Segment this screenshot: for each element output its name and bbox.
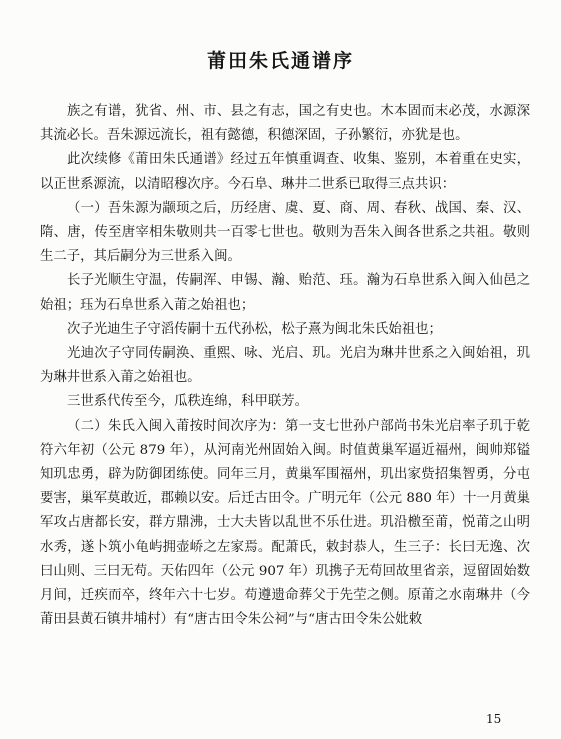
paragraph-eldest-son: 长子光顺生守温，传嗣浑、申锡、瀚、贻范、珏。瀚为石阜世系入闽入仙邑之始祖；珏为石阜世系入莆之始祖也； <box>40 273 530 313</box>
paragraph-revision: 此次续修《莆田朱氏通谱》经过五年慎重调查、收集、鉴别，本着重在史实，以正世系源流，以清昭穆次序。今石阜、琳井二世系已取得三点共识： <box>40 152 530 192</box>
paragraph-consensus-one: （一）吾朱源为颛顼之后，历经唐、虞、夏、商、周、春秋、战国、秦、汉、隋、唐，传至唐宰相朱敬则共一百零七世也。敬则为吾朱入闽各世系之共祖。敬则生二子，其后嗣分为三世系入闽。 <box>40 200 530 265</box>
document-title: 莆田朱氏通谱序 <box>206 50 354 72</box>
paragraph-intro: 族之有谱，犹省、州、市、县之有志，国之有史也。木本固而末必茂，水源深其流必长。吾朱源远流长，祖有懿德，积德深固，子孙繁衍，亦犹是也。 <box>40 104 530 144</box>
paragraph-consensus-two: （二）朱氏入闽入莆按时间次序为：第一支七世孙户部尚书朱光启率子玑于乾符六年初（公元 879 年），从河南光州固始入闽。时值黄巢军逼近福州，闽帅郑镒知玑忠勇，辟为防御团练使。同年三月，黄巢军围福州，玑出家赀招集智勇，分屯要害，巢军莫敢近，郡赖以安。后迁古田令。广明元年（公元 880 年）十一月黄巢军攻占唐都长安，群方鼎沸，士大夫皆以乱世不乐仕进。玑沿檄至莆，悦莆之山明水秀，遂卜筑小龟屿拥壶峤之左家焉。配萧氏，敕封恭人，生三子：长曰无逸、次曰山则、三曰无苟。天佑四年（公元 907 年）玑携子无苟回故里省亲，逗留固始数月间，迁疾而卒，终年六十七岁。苟遵遗命葬父于先茔之侧。原莆之水南琳井（今莆田县黄石镇井埔村）有“唐古田令朱公祠”与“唐古田令朱公妣敕 <box>40 418 530 628</box>
page-number: 15 <box>486 712 502 726</box>
paragraph-three-lineages: 三世系代传至今，瓜秩连绵，科甲联芳。 <box>67 394 309 410</box>
paragraph-second-son: 次子光迪生子守滔传嗣十五代孙松，松子熹为闽北朱氏始祖也； <box>67 321 442 337</box>
document-body <box>40 100 530 632</box>
paragraph-second-son-branch: 光迪次子守同传嗣涣、重熙、咏、光启、玑。光启为琳井世系之入闽始祖，玑为琳井世系入莆之始祖也。 <box>40 346 530 386</box>
